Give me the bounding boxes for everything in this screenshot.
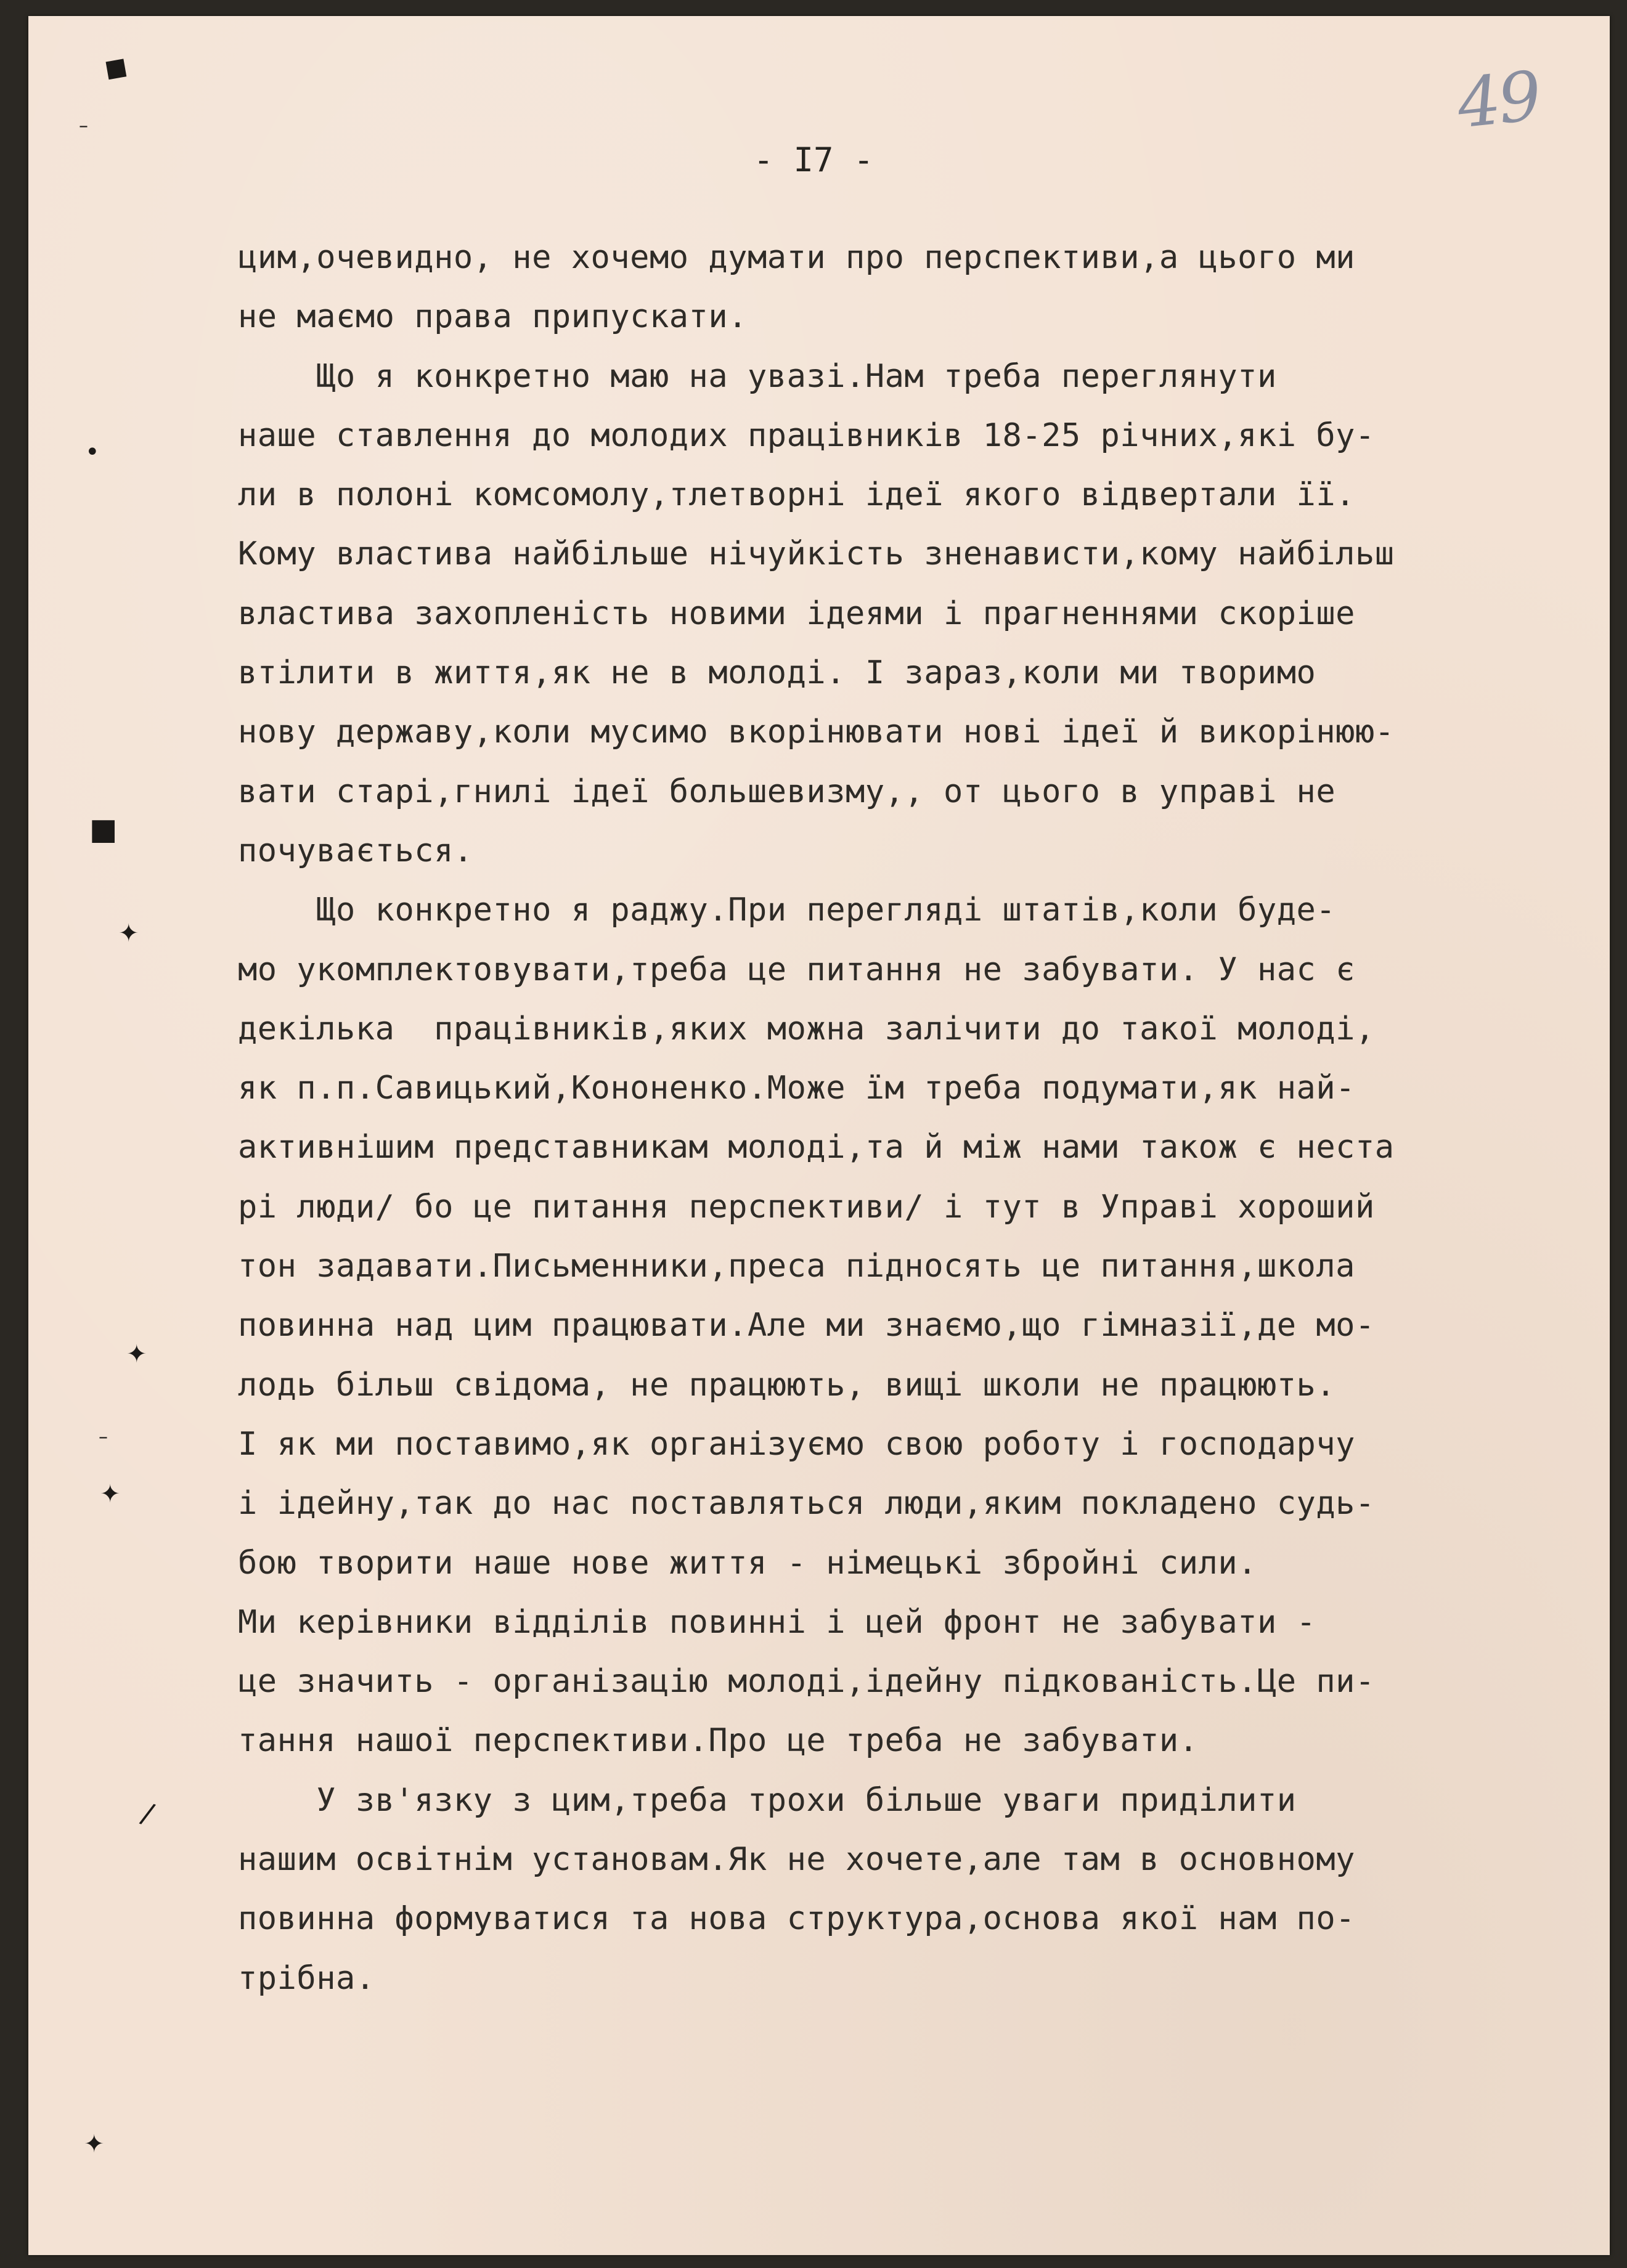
binding-mark: ◆ bbox=[96, 43, 140, 91]
binding-mark: ■ bbox=[89, 812, 118, 847]
text-line: не маємо права припускати. bbox=[238, 298, 748, 336]
text-line: нову державу,коли мусимо вкорінювати нові ідеї й викорінюю- bbox=[238, 713, 1395, 751]
text-line: бою творити наше нове життя - німецькі збройні сили. bbox=[238, 1544, 1257, 1582]
binding-mark: – bbox=[79, 115, 88, 137]
text-line: втілити в життя,як не в молоді. І зараз,коли ми творимо bbox=[238, 654, 1316, 692]
binding-mark: • bbox=[85, 438, 100, 466]
text-line: Що я конкретно маю на увазі.Нам треба переглянути bbox=[238, 357, 1277, 395]
text-line: повинна над цим працювати.Але ми знаємо,що гімназії,де мо- bbox=[238, 1307, 1375, 1344]
text-line: тон задавати.Письменники,преса підносять це питання,школа bbox=[238, 1248, 1355, 1285]
typed-text-body bbox=[238, 228, 1612, 2008]
binding-mark: ✦ bbox=[118, 919, 139, 948]
binding-mark: ✦ bbox=[126, 1340, 147, 1368]
binding-mark: / bbox=[137, 1795, 158, 1831]
text-line: почувається. bbox=[238, 832, 473, 869]
text-line: і ідейну,так до нас поставляться люди,яким покладено судь- bbox=[238, 1485, 1375, 1522]
text-line: наше ставлення до молодих працівників 18-25 річних,які бу- bbox=[238, 417, 1375, 454]
text-line: рі люди/ бо це питання перспективи/ і тут в Управі хороший bbox=[238, 1188, 1375, 1225]
text-line: властива захопленість новими ідеями і прагненнями скоріше bbox=[238, 595, 1355, 632]
text-line: повинна формуватися та нова структура,основа якої нам по- bbox=[238, 1900, 1355, 1938]
binding-mark: – bbox=[99, 1426, 108, 1448]
text-line: Кому властива найбільше нічуйкість зненависти,кому найбільш bbox=[238, 535, 1395, 573]
text-line: тання нашої перспективи.Про це треба не забувати. bbox=[238, 1722, 1199, 1760]
folio-number: 49 bbox=[1453, 56, 1543, 144]
text-line: мо укомплектовувати,треба це питання не забувати. У нас є bbox=[238, 951, 1355, 988]
text-line: це значить - організацію молоді,ідейну підкованість.Це пи- bbox=[238, 1663, 1375, 1701]
text-line: трібна. bbox=[238, 1959, 375, 1997]
text-line: Ми керівники відділів повинні і цей фронт не забувати - bbox=[238, 1603, 1316, 1641]
text-line: як п.п.Савицький,Кононенко.Може їм треба подумати,як най- bbox=[238, 1070, 1355, 1107]
page-number: - I7 - bbox=[753, 140, 874, 179]
text-line: У зв'язку з цим,треба трохи більше уваги приділити bbox=[238, 1781, 1297, 1819]
text-line: цим,очевидно, не хочемо думати про перспективи,а цього ми bbox=[238, 239, 1355, 276]
text-line: лодь більш свідома, не працюють, вищі школи не працюють. bbox=[238, 1366, 1336, 1404]
text-line: нашим освітнім установам.Як не хочете,але там в основному bbox=[238, 1841, 1355, 1879]
text-line: ли в полоні комсомолу,тлетворні ідеї якого відвертали її. bbox=[238, 476, 1355, 514]
binding-mark: ✦ bbox=[100, 1480, 121, 1508]
text-line: вати старі,гнилі ідеї большевизму,, от цього в управі не bbox=[238, 773, 1336, 810]
text-line: декілька працівників,яких можна залічити до такої молоді, bbox=[238, 1010, 1375, 1047]
binding-mark: ✦ bbox=[84, 2130, 105, 2158]
text-line: Що конкретно я раджу.При перегляді штатів,коли буде- bbox=[238, 892, 1336, 929]
text-line: І як ми поставимо,як організуємо свою роботу і господарчу bbox=[238, 1425, 1355, 1463]
text-line: активнішим представникам молоді,та й між нами також є неста bbox=[238, 1129, 1395, 1166]
